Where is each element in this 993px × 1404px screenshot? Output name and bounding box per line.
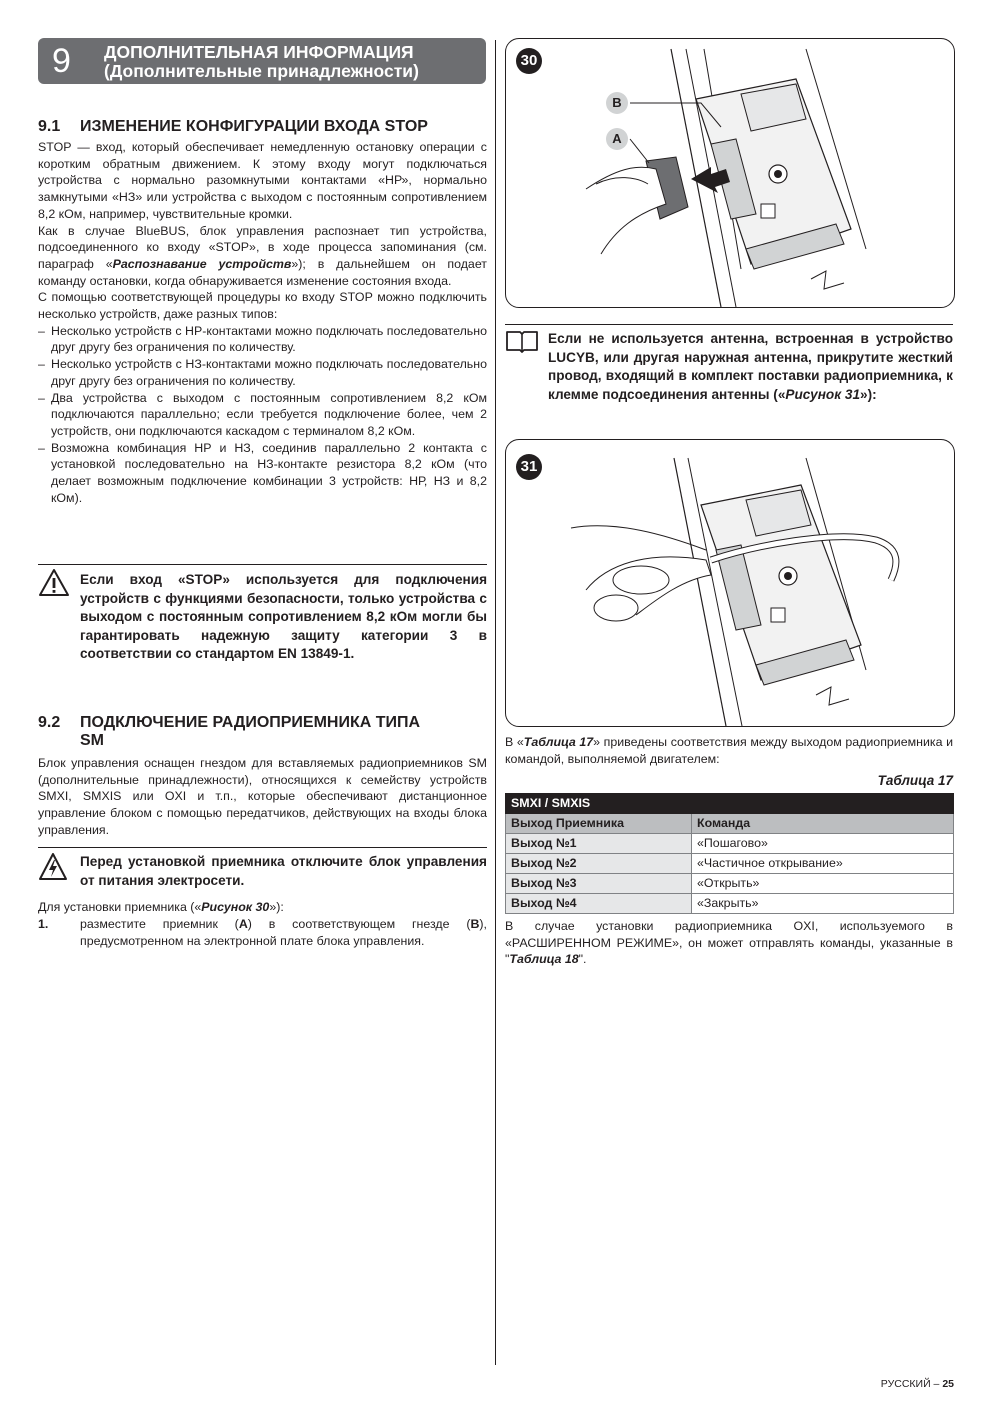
figure-31: [505, 439, 955, 727]
page-number: 25: [942, 1378, 954, 1390]
table-17-link[interactable]: Таблица 17: [523, 735, 594, 749]
section-9-1-heading: [38, 118, 488, 136]
install-intro-a: Для установки приемника («: [38, 900, 202, 914]
chapter-title: [104, 43, 419, 81]
column-header-output: Выход Приемника: [506, 814, 692, 834]
device-recognition-link[interactable]: Распознавание устройств: [112, 256, 292, 271]
table-title: SMXI / SMXIS: [506, 794, 954, 814]
antenna-note: [548, 330, 953, 404]
command-cell: «Пошагово»: [692, 834, 954, 854]
electric-warning-rule: [38, 847, 487, 848]
step-text-c: ), предусмотренном на электронной плате блока управления.: [80, 917, 487, 948]
table-row: [506, 894, 954, 914]
column-divider: [495, 40, 496, 1365]
table-header-row: [506, 814, 954, 834]
section-9-1-body: [38, 139, 487, 506]
section-9-2-number: 9.2: [38, 714, 61, 731]
section-9-2-title: ПОДКЛЮЧЕНИЕ РАДИОПРИЕМНИКА ТИПА: [80, 714, 421, 731]
receiver-slot-paragraph: Блок управления оснащен гнездом для вставляемых радиоприемников SM (дополнительные принадлежности), относящихся к семейству устройств SMXI, SMXIS или OXI и т.п., которые обеспечивают дистанционное управление блоком с помощью передатчиков, действующих на входы блока управления.: [38, 756, 487, 837]
figure-30: [505, 38, 955, 308]
table-row: [506, 834, 954, 854]
bluebus-paragraph: [38, 223, 487, 290]
figure-31-illustration: [506, 440, 954, 726]
table-row: [506, 874, 954, 894]
bullet-item: – Возможна комбинация НР и НЗ, соединив параллельно 2 контакта с установкой последовательно на НЗ-контакте резистора 8,2 кОм (что делает возможным подключение комбинации 3 устройств: НР, НЗ и 8,2 кОм).: [38, 440, 487, 507]
command-cell: «Частичное открывание»: [692, 854, 954, 874]
figure-31-link[interactable]: Рисунок 31: [785, 386, 861, 402]
table-intro-a: В «: [505, 735, 524, 749]
footer-separator: –: [933, 1378, 940, 1390]
step-text: [80, 916, 487, 949]
electric-shock-icon: [38, 851, 68, 883]
table-row: [506, 854, 954, 874]
table-17-caption: Таблица 17: [877, 773, 953, 788]
antenna-note-rule: [505, 324, 953, 325]
section-9-2-title-line2: SM: [80, 732, 104, 749]
procedure-paragraph: С помощью соответствующей процедуры ко входу STOP можно подключить несколько устройств, даже разных типов:: [38, 290, 487, 322]
stop-input-paragraph: STOP — вход, который обеспечивает немедленную остановку операции с коротким обратным движением. К этому входу могут подключаться устройства с нормально разомкнутыми контактами «НР», нормально замкнутыми «НЗ» или устройства с выходом с постоянным сопротивлением 8,2 кОм, например, чувствительные кромки.: [38, 140, 487, 221]
output-cell: Выход №1: [506, 834, 692, 854]
section-9-1-title: ИЗМЕНЕНИЕ КОНФИГУРАЦИИ ВХОДА STOP: [80, 118, 428, 135]
oxi-note: [505, 918, 953, 968]
chapter-title-line2: (Дополнительные принадлежности): [104, 61, 419, 81]
table-17: [505, 793, 954, 914]
callout-a: A: [606, 128, 628, 150]
figure-30-badge: 30: [516, 48, 542, 74]
callout-b: B: [606, 92, 628, 114]
table-intro-b: » приведены соответствия между выходом радиоприемника и командой, выполняемой двигателем:: [505, 735, 953, 766]
step-number: 1.: [38, 917, 49, 931]
table-title-row: [506, 794, 954, 814]
figure-30-illustration: [506, 39, 954, 307]
table-intro: [505, 734, 953, 767]
command-cell: «Закрыть»: [692, 894, 954, 914]
bullet-item: – Несколько устройств с НЗ-контактами можно подключать последовательно друг другу без ограничения по количеству.: [38, 356, 487, 389]
page-footer: [760, 1378, 954, 1390]
safety-warning-text: Если вход «STOP» используется для подключения устройств с функциями безопасности, только устройства с выходом с постоянным сопротивлением 8,2 кОм могли бы гарантировать надежную защиту категории 3 в соответствии со стандартом EN 13849-1.: [80, 572, 487, 662]
bluebus-text-b: »); в дальнейшем он подает команду остановки, когда обнаруживается изменение состояния входа.: [38, 256, 487, 288]
figure-30-link[interactable]: Рисунок 30: [201, 900, 270, 914]
antenna-note-text-a: Если не используется антенна, встроенная в устройство LUCYB, или другая наружная антенна, прикрутите жесткий провод, входящий в комплект поставки радиоприемника, к клемме подсоединения антенны («: [548, 331, 953, 402]
step-label-b: B: [470, 917, 480, 931]
book-icon: [505, 328, 539, 354]
output-cell: Выход №2: [506, 854, 692, 874]
step-text-a: разместите приемник (: [80, 917, 239, 931]
section-9-1-number: 9.1: [38, 118, 61, 135]
bullet-item: – Два устройства с выходом с постоянным сопротивлением 8,2 кОм подключаются параллельно; если требуется подключение более, чем 2 устройств, они подключаются каскадом с терминалом 8,2 кОм.: [38, 390, 487, 440]
warning-icon: [38, 568, 70, 598]
command-cell: «Открыть»: [692, 874, 954, 894]
antenna-note-text-b: »):: [860, 386, 877, 402]
bullet-item: – Несколько устройств с НР-контактами можно подключать последовательно друг другу без ограничения по количеству.: [38, 323, 487, 356]
footer-language: РУССКИЙ: [880, 1378, 931, 1390]
output-cell: Выход №3: [506, 874, 692, 894]
install-intro-b: »):: [269, 900, 284, 914]
figure-31-badge: 31: [516, 454, 542, 480]
step-text-b: ) в соответствующем гнезде (: [247, 917, 471, 931]
warning-rule: [38, 564, 487, 565]
disconnect-power-warning: Перед установкой приемника отключите блок управления от питания электросети.: [80, 854, 487, 888]
output-cell: Выход №4: [506, 894, 692, 914]
chapter-title-line1: ДОПОЛНИТЕЛЬНАЯ ИНФОРМАЦИЯ: [104, 42, 414, 62]
section-9-2-heading: [38, 714, 488, 750]
bluebus-text-a: Как в случае BlueBUS, блок управления распознает тип устройства, подсоединенного ко входу «STOP», в ходе процесса запоминания (см. параграф «: [38, 223, 487, 271]
chapter-header: [38, 38, 486, 84]
oxi-note-b: ".: [578, 952, 587, 967]
table-18-link[interactable]: Таблица 18: [509, 952, 579, 967]
oxi-note-a: В случае установки радиоприемника OXI, используемого в «РАСШИРЕННОМ РЕЖИМЕ», он может отправлять команды, указанные в ": [505, 919, 953, 967]
step-label-a: A: [238, 917, 248, 931]
install-intro: [38, 899, 487, 916]
column-header-command: Команда: [692, 814, 954, 834]
chapter-number: 9: [52, 42, 71, 80]
